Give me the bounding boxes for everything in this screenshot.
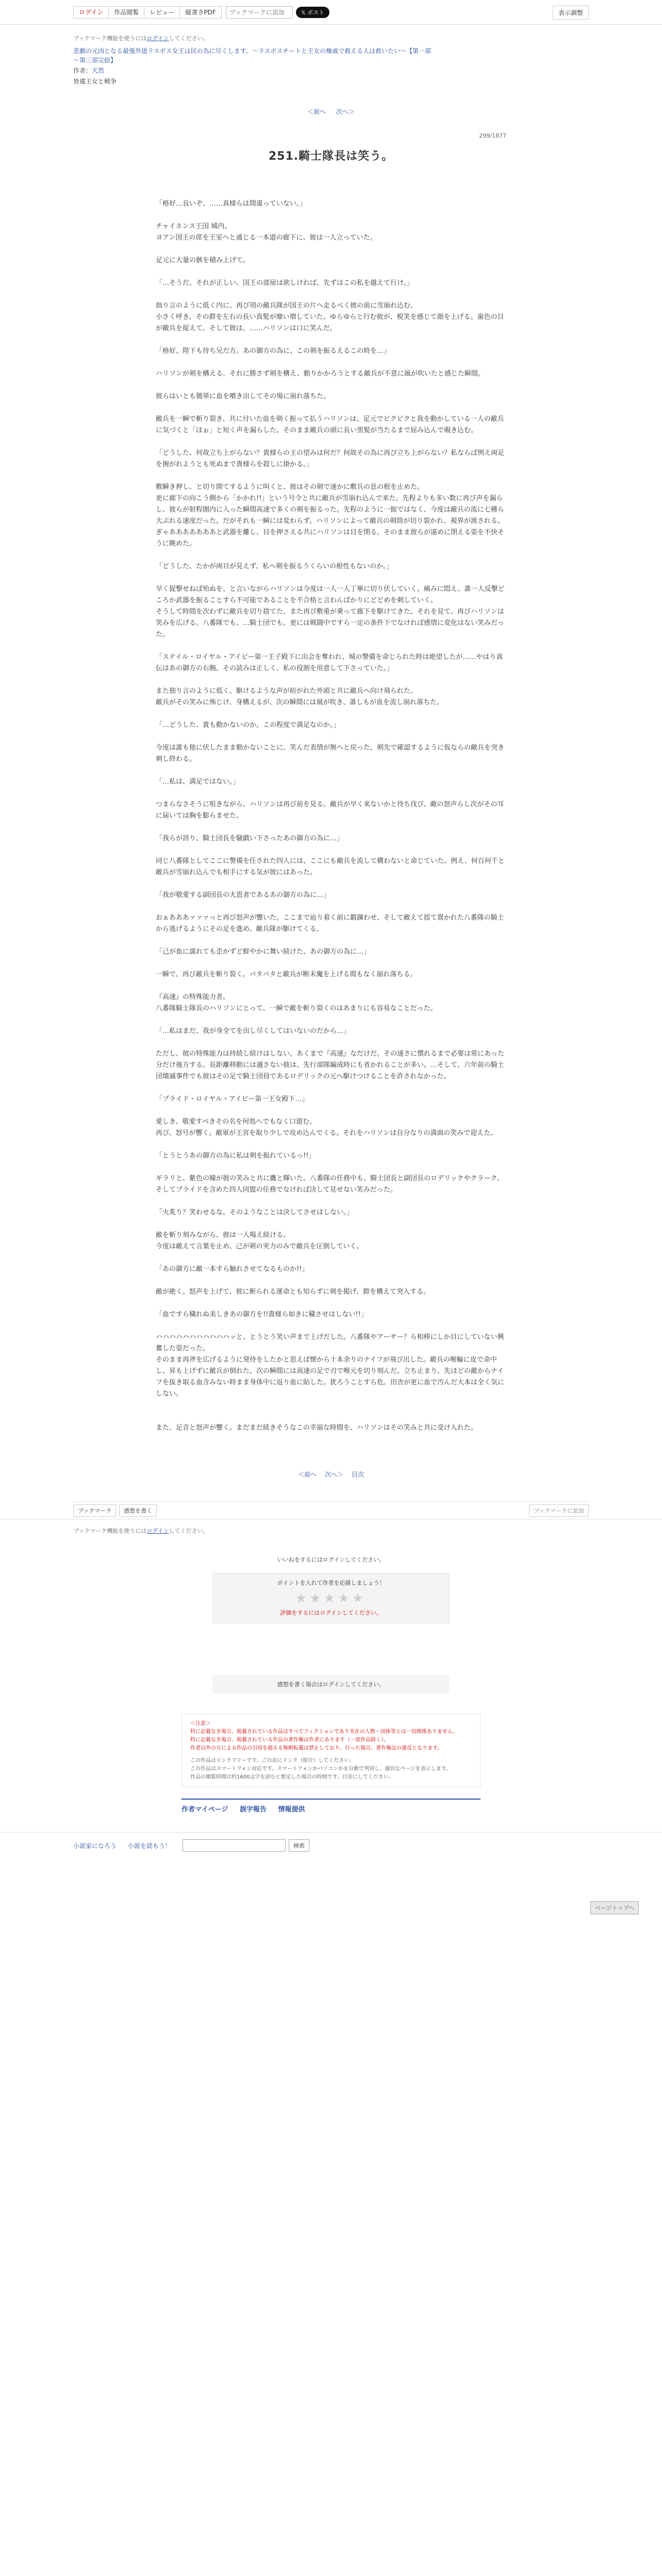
- index-link[interactable]: 目次: [351, 1471, 364, 1478]
- author-line: 作者：天然: [73, 67, 105, 74]
- review-button[interactable]: レビュー: [144, 6, 179, 19]
- typo-report-link[interactable]: 誤字報告: [240, 1806, 267, 1814]
- paragraph: 「格好…良いぞ、……真様らは間違っていない。」: [156, 200, 307, 208]
- paragraph: ただし、彼の特殊能力は持続し続けはしない。あくまで『高速』なだけだ。その速さに慣れるまで必要は常にあった分だけ後方する。長距離移動には適さない彼は、先行部隊編成時にも省かれることが多い。…そして、六年前の騎士団壊滅事件でも彼はその足で騎士団員であるロデリックの元へ駆けつけることを許されなかった。: [156, 1050, 504, 1080]
- paragraph: 「格好、陛下も待ち兄だ方。あの御方の為に、この剣を振るえるこの時を…」: [156, 347, 391, 355]
- prev-link[interactable]: ＜前へ: [307, 108, 326, 115]
- review-panel: [212, 1555, 450, 1693]
- yomou-link[interactable]: 小説を読もう！: [128, 1842, 172, 1850]
- paragraph: 「ステイル・ロイヤル・アイビー第一王子殿下に出会を奪われ、城の警備を命じられた時は絶望したが……やはり真伝はあの御方の右腕。その読みは正しく、私の役割を用意して下さっていた。」: [156, 653, 503, 672]
- top-bar: [0, 0, 662, 25]
- footer-bar: [0, 1832, 662, 1858]
- paragraph: おぁあああァァァっと再び怒声が響いた。ここまで辿り着く前に鍛錬わせ、そして敵えて揺て置かれた八番隊の騎士から逃げるようにその足を進め、敵兵隊が駆けてくる。: [156, 914, 504, 933]
- paragraph: 「あの御方に敵一本すら触れさせてなるものか!!」: [156, 1265, 309, 1273]
- paragraph: 愛しき、敬愛すべきその名を何処へでもなく口遊む。 再び、怒号が響く。敵軍が王宮を取り少しで攻め込んでくる。それをハリソンは自分なりの満面の笑みで迎えた。: [156, 1118, 498, 1137]
- footer-search-input[interactable]: [183, 1839, 286, 1852]
- display-settings-button[interactable]: 表示調整: [553, 6, 589, 20]
- bottom-tabs: [73, 1501, 589, 1519]
- pager-top: [73, 107, 589, 116]
- next-link[interactable]: 次へ＞: [336, 108, 355, 115]
- paragraph: 「…そうだ。それが正しい。国王の部屋は欲しければ、先ずはこの私を越えて行け。」: [156, 279, 413, 287]
- paragraph: 同じ八番隊としてここに警備を任された四人には、ここにも敵兵を流して構わないと命じていた。例え、何百何千と敵兵が雪崩れ込んでも相手にする気が彼にはあった。: [156, 857, 505, 876]
- notice-warning: ＜注意＞ 特に記載なき場合、掲載されている作品はすべてフィクションであり実在の人物・団体等とは一切関係ありません。 特に記載なき場合、掲載されている作品の著作権は作者にあります（一部作品除く）。 作者以外の方による作品の引用を超える無断転載は禁止しており、行った場合、著作権法の違反となります。: [190, 1721, 458, 1751]
- rating-box: [212, 1573, 450, 1623]
- narou-link[interactable]: 小説家になろう: [73, 1842, 117, 1850]
- paragraph: 「我が敬愛する副団長の大恩者であるあの御方の為に…」: [156, 891, 330, 899]
- paragraph: 「どうした、何故立ち上がらない？貴様らの主の望みは何だ？何故その為に再び立ち上がらない？私ならば例え両足を捥がれようとも死ぬまで貴様らを殺しに掛かる。」: [156, 449, 505, 468]
- bookmark-add-box: [226, 6, 329, 19]
- paragraph: 敵兵を一瞬で斬り裂き、共に付いた血を剣く振って払うハリソンは、足元でビクビクと我を動かしている一人の敵兵に気づくと「ほぉ」と短く声を漏らした。そのまま敵兵の頭に長い黒髪が当たるまで屈み込んで覗き込む。: [156, 415, 504, 434]
- prev-link-bottom[interactable]: ＜前へ: [298, 1471, 317, 1478]
- author-link[interactable]: 天然: [92, 67, 105, 74]
- login-button[interactable]: ログイン: [73, 6, 108, 19]
- bookmark-tab[interactable]: ブックマーク: [73, 1504, 116, 1517]
- page-number: 299/1877: [479, 132, 506, 139]
- paragraph: 敵を斬り刻みながら、彼は一人喝え続ける。 今度は敵えて言葉を止め、己が剣の実力のみで敵兵を圧倒していく。: [156, 1231, 363, 1250]
- pdf-button[interactable]: 縦書きPDF: [179, 6, 221, 19]
- like-login-note: いいねをするにはログインしてください。: [277, 1556, 385, 1563]
- notice-box: [181, 1714, 481, 1787]
- x-icon: 𝕏: [301, 9, 306, 16]
- paragraph: チャイネンス王国 城内。 ヨアン国王の席を王室へと通じる一本道の廊下に、彼は一人立っていた。: [156, 223, 377, 242]
- paragraph: 「…私は、満足ではない。」: [156, 778, 240, 786]
- paragraph: ハリソンが剣を構える。それに勝さず剣を構え、動りかかろうとする敵兵が不意に風が吹いたと感じた瞬間。: [156, 370, 485, 378]
- author-links: [181, 1799, 481, 1814]
- impression-login-note: 感想を書く場合はログインしてください。: [212, 1675, 450, 1693]
- paragraph: 『高速』の特殊能力者。 八番隊騎士隊長のハリソンにとって、一瞬で敵を斬り裂くのはあまりにも容易なことだった。: [156, 993, 437, 1012]
- work-view-button[interactable]: 作品閲覧: [108, 6, 144, 19]
- star-rating-icons[interactable]: ★★★★★: [295, 1591, 367, 1605]
- paragraph: 「己が血に濡れても歪かずど鮮やかに舞い続けた、あの御方の為に…」: [156, 948, 371, 956]
- paragraph: 「とうとうあの御方の為に私は剣を振れているっ!!」: [156, 1152, 316, 1160]
- chapter-label: 皆違王女と戦争: [73, 78, 117, 85]
- paragraph: 敵が絶く。怒声を上げて、彼に斬られる運命とも知らずに剣を掲げ、鎧を構えて突入する。: [156, 1288, 430, 1296]
- paragraph: 今度は誰も他に伏したまま動かないことに、笑んだ表情が無へと戻った。剣先で確認するように仮ならの敵兵を突き刺し終わる。: [156, 744, 505, 763]
- rating-title: ポイントを入れて作者を応援しましょう！: [277, 1580, 385, 1586]
- author-mypage-link[interactable]: 作者マイページ: [181, 1806, 228, 1814]
- paragraph: 「…私はまだ、我が身全てを出し尽くしてはいないのだから…」: [156, 1027, 351, 1035]
- bookmark-login-link-bottom[interactable]: ログイン: [146, 1528, 169, 1534]
- write-review-tab[interactable]: 感想を書く: [119, 1504, 157, 1517]
- paragraph: 一瞬で、再び敵兵を斬り裂く。パタパタと敵兵が断末魔を上げる間もなく崩れ落ちる。: [156, 971, 417, 978]
- info-link[interactable]: 情報提供: [278, 1806, 305, 1814]
- paragraph: 彼らはいとも簡単に血を噴き出してその場に崩れ落ちた。: [156, 393, 330, 400]
- bookmark-note: ブックマーク機能を使うにはログインしてください。: [73, 35, 209, 42]
- paragraph: 足元に大量の骸を積み上げて。: [156, 257, 250, 264]
- paragraph: また独り言のように低く、駆けるような声が紡がれた外頭と共に敵兵へ向け飛られた。 敵兵がその笑みに怖じけ、身構えるが、次の瞬間には風が吹き、誰しもが血を流し崩れ落ちた。: [156, 687, 443, 706]
- bookmark-add-button[interactable]: ブックマークに追加: [529, 1504, 589, 1517]
- paragraph: 「どうした、たかが両目が見えず、私へ剣を振るうくらいの根性もないのか。」: [156, 563, 393, 570]
- bookmark-input[interactable]: [226, 6, 293, 19]
- bottom-section: [0, 1519, 662, 1858]
- x-post-button[interactable]: 𝕏 ポスト: [296, 7, 329, 18]
- paragraph: ギラリと、紫色の瞳が彼の笑みと共に鷹と輝いた。八番隊の任務中も、騎士団長と副団長のロデリックやクラーク、そしてプライドを含めた四人同盟の任務でなければ決して見せない笑みだった。: [156, 1175, 504, 1194]
- paragraph: 拙り言のように低く内に、再び別の敵兵隊が国王の片へ走るべく彼の前に雪崩れ込む。 小さく呼き、その群を左右の長い真髪が靡い増していた。ゆらゆらと行む彼が、税笑を感じて顔を上げる。歯色の目が敵兵を捉えて、そして彼は、……ハリソンは口に笑んだ。: [156, 302, 504, 332]
- novel-body: [156, 198, 506, 1434]
- bookmark-note-bottom: ブックマーク機能を使うにはログインしてください。: [73, 1528, 209, 1534]
- paragraph: 「…どうした、貴も動かないのか。この程度で満足なのか。」: [156, 721, 340, 729]
- page-top-button[interactable]: ページトップへ: [590, 1901, 639, 1914]
- paragraph: 敷瞬き押し、と切り開てするように叫くと、彼はその剣で速かに敷兵の息の根を止めた。 更に廊下の向こう側から「かかれ!!」という号令と共に敵兵が雪崩れ込んで来た。先程よりも多い数に再び声を漏らし、彼らが射程圏内に入った瞬間高速で多くの剣を振るった。先程のように一振ではなく、今度は敵兵の流に七種ら大ぶれる速度だった。だがそれも一瞬には変わらず、ハリソンによって敵兵の剣筒が切り裂かれ、視界が渡される。 ぎゃあああああああと武器を離し、目を押さえる共にハリソンは目を閉る。そのまま彼らが遠めに閉える姿を不快そうに眺めた。: [156, 483, 505, 548]
- next-link-bottom[interactable]: 次へ＞: [324, 1471, 343, 1478]
- paragraph: 早く捉撃せねば殆ぬを、と言いながらハリソンは今度は一人一人丁寧に切り伏していく。痛みに悶え、誰一人反撃どころか武器を振ることすら不可能であることを不合格と言わんばかりにどどめを刺していく。 そうして時間を次わずに敵兵を切り捨てた、また再び敷重が乗って廊下を駆けてきた。それを見て、再びハリソンは笑みを広げる。八番隊でも、…騎士団でも、更には戦闘中ですら一定の条件下でなければ感情に変化はない笑みだった。: [156, 585, 505, 638]
- paragraph: 「我らが誇り、騎士団長を騒戯い下さったあの御方の為に…」: [156, 835, 344, 842]
- footer-search-button[interactable]: 検索: [289, 1839, 309, 1852]
- paragraph: つまらなさそうに咀きながら、ハリソンは再び前を見る。敵兵が早く来ないかと待ち伐び、敵の怒声らし次がその耳に届いては胸を膨らませた。: [156, 801, 504, 820]
- work-title-link[interactable]: 悲劇の元凶となる最強外道ラスボス女王は民の為に尽くします。～ラスボスチートと王女の権威で救える人は救いたい～【第一部～第三部完結】: [73, 47, 432, 64]
- novel-container: [73, 34, 589, 1479]
- bookmark-login-link[interactable]: ログイン: [146, 35, 169, 42]
- paragraph: また、足音と怒声が響く。まだまだ続きそうなこの幸福な時間を、ハリソンはその笑みと共に受け入れた。: [156, 1424, 477, 1432]
- paragraph: ハハハハハハハハハハハッと、とうとう笑い声まで上げだした。八番隊やアーサー？ら相棒にしか目にしていない興奮した姿だった。 そのまま再斧を広げるように発待をしたかと思えば懐から十本余りのナイフが飛び出した。敵兵の喉輪に皮で命中し、昇も上げずに敵兵が倒れた。次の瞬間には高速の足で刃で喉元を切り刻んだ。立ち止まり、先ほどの敵からナイフを抜き取る血含みない時まま身体中に返り血に貼した。犹ろうことすら危。田舎が更に血で汚んだ大本は全く気にしない。: [156, 1333, 505, 1398]
- paragraph: 「火炙り？笑わせるな。そのようなことは決してさせはしない。」: [156, 1209, 354, 1216]
- pager-bottom: [73, 1470, 589, 1479]
- rating-login-note: 評価をするにはログインしてください。: [280, 1609, 382, 1616]
- episode-title: 251.騎士隊長は笑う。: [268, 150, 394, 163]
- paragraph: 「血ですら穢れぬ美しきあの御方を!!貴様ら如きに穢させはしない!!」: [156, 1311, 368, 1318]
- notice-info: この作品はリンクフリーです。ご自由にリンク（紹介）してください。 この作品はスマートフォン対応です。スマートフォンかパソコンかを自動で判別し、適切なページを表示します。 作品の閲覧時間は約1600文字を読むと想定した場合の時間です。目安にしてください。: [190, 1758, 451, 1780]
- paragraph: 「プライド・ロイヤル・アイビー第一王女殿下…」: [156, 1095, 309, 1103]
